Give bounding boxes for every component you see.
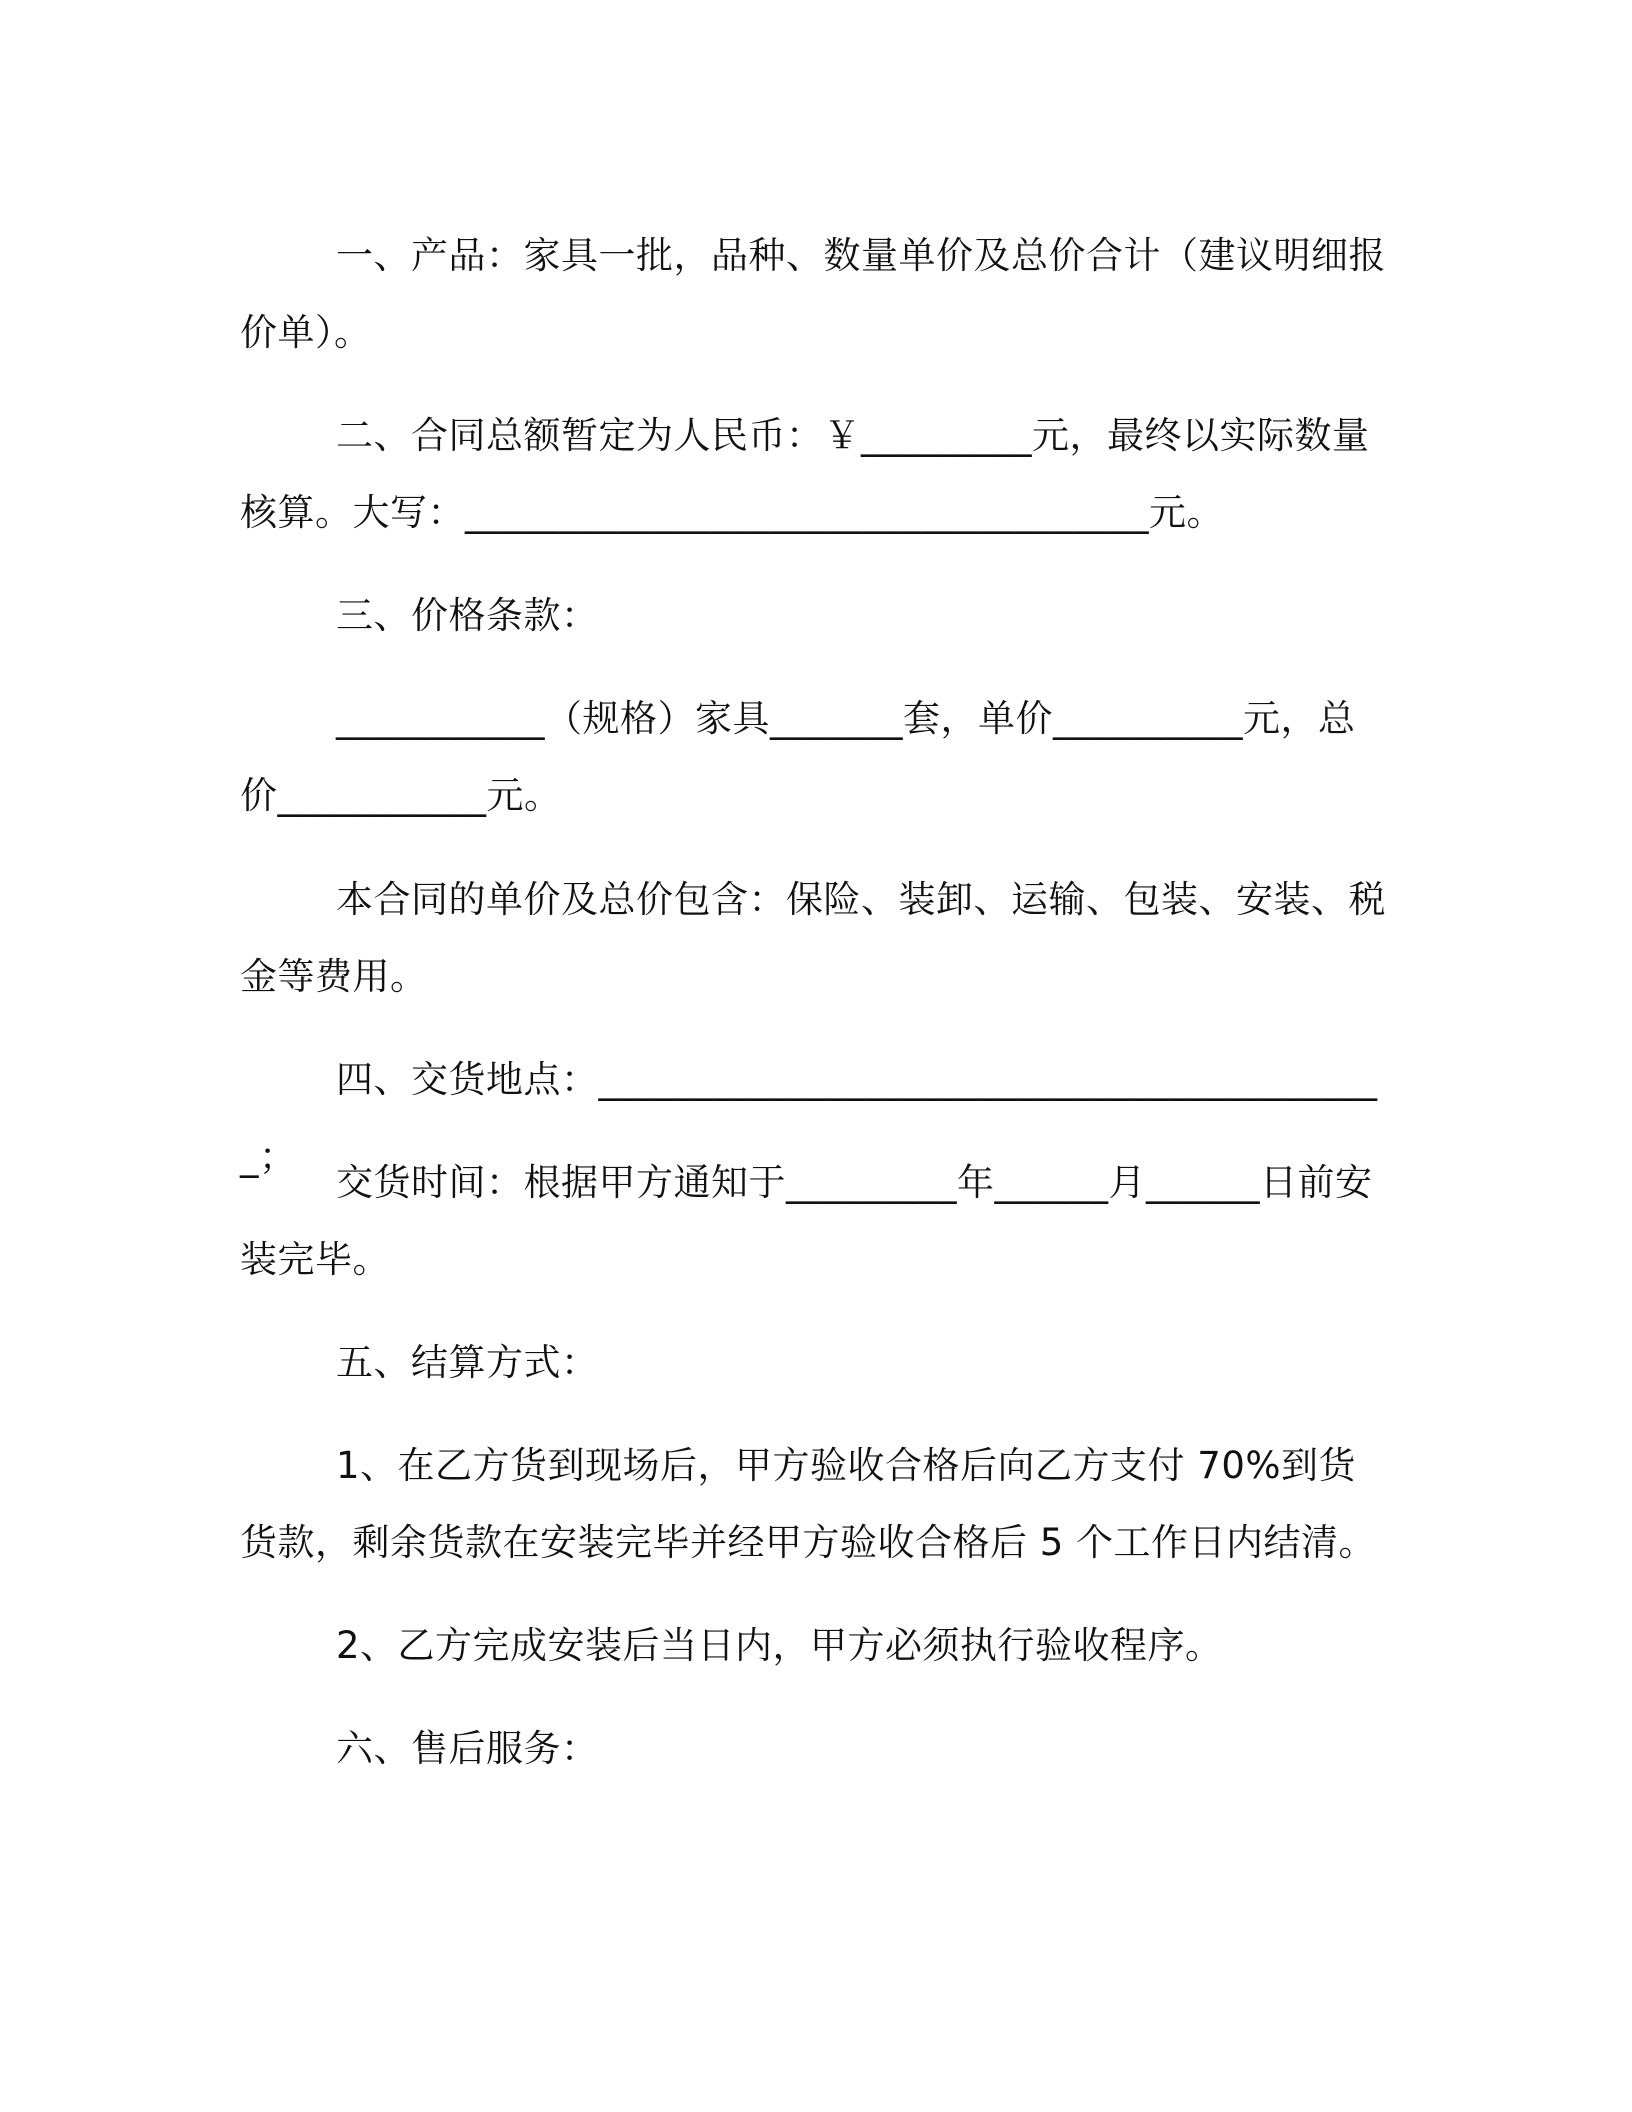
clause-delivery-time: 交货时间：根据甲方通知于_________年______月______日前安装完毕。	[240, 1161, 1373, 1281]
clause-settlement-item-1: 1、在乙方货到现场后，甲方验收合格后向乙方支付 70%到货货款，剩余货款在安装完毕并经甲方验收合格后 5 个工作日内结清。	[240, 1444, 1377, 1564]
clause-settlement-item-2: 2、乙方完成安装后当日内，甲方必须执行验收程序。	[336, 1624, 1223, 1667]
clause-product: 一、产品：家具一批，品种、数量单价及总价合计（建议明细报价单）。	[240, 234, 1386, 354]
clause-price-spec-line: ___________（规格）家具_______套，单价__________元，总价___________元。	[240, 697, 1356, 817]
clause-after-sales-heading: 六、售后服务：	[336, 1727, 599, 1770]
clause-price-includes: 本合同的单价及总价包含：保险、装卸、运输、包装、安装、税金等费用。	[240, 878, 1386, 998]
clause-price-terms-heading: 三、价格条款：	[336, 594, 599, 637]
clause-delivery-location: 四、交货地点：__________________________________________；	[240, 1058, 1378, 1178]
clause-settlement-heading: 五、结算方式：	[336, 1341, 599, 1384]
clause-contract-total: 二、合同总额暂定为人民币：￥_________元，最终以实际数量核算。大写：____________________________________元。	[240, 414, 1370, 534]
